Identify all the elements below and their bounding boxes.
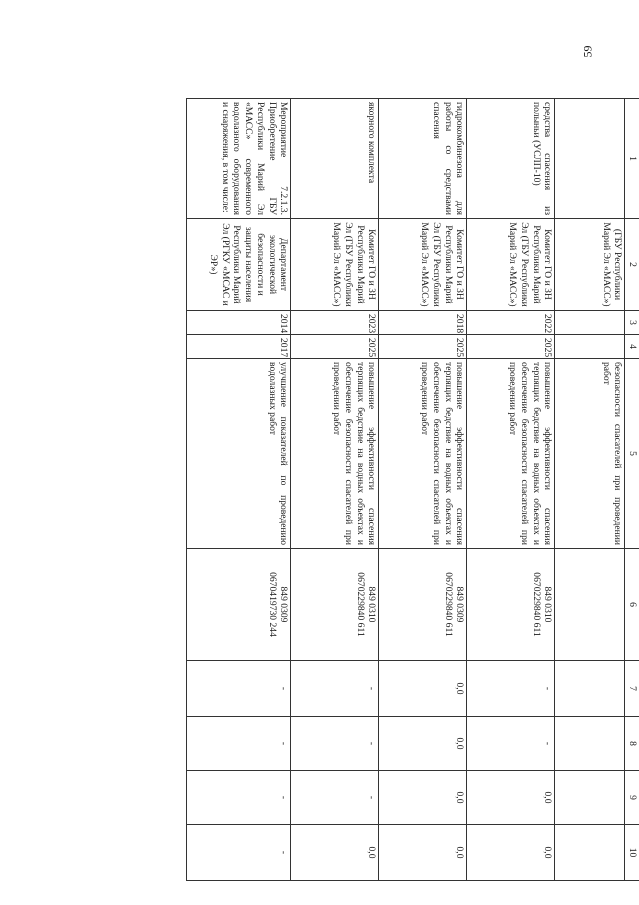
cell-col8 (555, 717, 625, 771)
cell-budget-code (555, 549, 625, 661)
cell-col8: - (291, 717, 379, 771)
cell-col9: - (187, 771, 291, 825)
cell-start-year: 2018 (379, 311, 467, 335)
cell-executor: Комитет ГО и ЗН Республики Марий Эл (ГБУ Республики Марий Эл «МАСС») (379, 219, 467, 311)
cell-budget-code (187, 549, 291, 661)
cell-col9: - (291, 771, 379, 825)
cell-executor: (ГБУ Республики Марий Эл «МАСС») (555, 219, 625, 311)
cell-result: повышение эффективности спасения терпящих бедствие на водных объектах и обеспечение безопасности спасателей при проведении работ (291, 359, 379, 549)
col-header-10: 10 (625, 825, 639, 881)
cell-executor: Департамент экологической безопасности и защиты населения Республики Марий Эл (РГКУ «МСАС и ЭР») (187, 219, 291, 311)
cell-col10: 0,0 (379, 825, 467, 881)
cell-result: безопасности спасателей при проведении работ (555, 359, 625, 549)
table-row (187, 99, 291, 881)
cell-col7: 0,0 (379, 661, 467, 717)
cell-name (555, 99, 625, 219)
cell-col8: - (187, 717, 291, 771)
col-header-8: 8 (625, 717, 639, 771)
budget-code-line2: 0670229840 611 (354, 572, 366, 637)
cell-end-year: 2017 (187, 335, 291, 359)
cell-start-year: 2014 (187, 311, 291, 335)
cell-col7 (555, 661, 625, 717)
table-row (291, 99, 379, 881)
budget-code-line2: 0670229840 611 (530, 572, 542, 637)
cell-end-year: 2025 (291, 335, 379, 359)
cell-name: якорного комплекта (291, 99, 379, 219)
cell-name: гидрокомбинезона для работы со средствами спасения (379, 99, 467, 219)
table-row (467, 99, 555, 881)
cell-end-year: 2025 (379, 335, 467, 359)
header-row (625, 99, 639, 881)
col-header-6: 6 (625, 549, 639, 661)
cell-budget-code (291, 549, 379, 661)
col-header-3: 3 (625, 311, 639, 335)
budget-code-line2: 0670419730 244 (266, 572, 278, 637)
cell-col9: 0,0 (379, 771, 467, 825)
cell-executor: Комитет ГО и ЗН Республики Марий Эл (ГБУ Республики Марий Эл «МАСС») (467, 219, 555, 311)
budget-code-line2: 0670229840 611 (442, 572, 454, 637)
cell-name: средства спасения из полыньи (УСЛП-10) (467, 99, 555, 219)
cell-col9 (555, 771, 625, 825)
cell-end-year: 2025 (467, 335, 555, 359)
budget-code-line1: 849 0309 (454, 586, 466, 623)
col-header-9: 9 (625, 771, 639, 825)
rotated-table-sheet (40, 98, 639, 880)
col-header-2: 2 (625, 219, 639, 311)
cell-col8: 0,0 (379, 717, 467, 771)
cell-col9: 0,0 (467, 771, 555, 825)
program-table (186, 98, 639, 881)
budget-code-line1: 849 0310 (542, 586, 554, 623)
col-header-4: 4 (625, 335, 639, 359)
cell-start-year (555, 311, 625, 335)
cell-col7: - (291, 661, 379, 717)
cell-name: Мероприятие 7.2.1.3. Приобретение ГБУ Республики Марий Эл «МАСС» современного водолазного оборудования и снаряжения, в том числе: (187, 99, 291, 219)
cell-budget-code (379, 549, 467, 661)
cell-budget-code (467, 549, 555, 661)
cell-col10: 0,0 (291, 825, 379, 881)
budget-code-line1: 849 0309 (278, 586, 290, 623)
cell-result: повышение эффективности спасения терпящих бедствие на водных объектах и обеспечение безопасности спасателей при проведении работ (379, 359, 467, 549)
cell-result: улучшение показателей по проведению водолазных работ (187, 359, 291, 549)
cell-col7: - (187, 661, 291, 717)
budget-code-line1: 849 0310 (366, 586, 378, 623)
cell-col10: 0,0 (467, 825, 555, 881)
cell-executor: Комитет ГО и ЗН Республики Марий Эл (ГБУ Республики Марий Эл «МАСС») (291, 219, 379, 311)
cell-col10: - (187, 825, 291, 881)
col-header-7: 7 (625, 661, 639, 717)
cell-end-year (555, 335, 625, 359)
table-row (379, 99, 467, 881)
cell-start-year: 2023 (291, 311, 379, 335)
page-number: 59 (580, 45, 595, 58)
cell-col7: - (467, 661, 555, 717)
cell-col10 (555, 825, 625, 881)
col-header-1: 1 (625, 99, 639, 219)
col-header-5: 5 (625, 359, 639, 549)
cell-col8: - (467, 717, 555, 771)
cell-result: повышение эффективности спасения терпящих бедствие на водных объектах и обеспечение безопасности спасателей при проведении работ (467, 359, 555, 549)
table-row (555, 99, 625, 881)
cell-start-year: 2022 (467, 311, 555, 335)
